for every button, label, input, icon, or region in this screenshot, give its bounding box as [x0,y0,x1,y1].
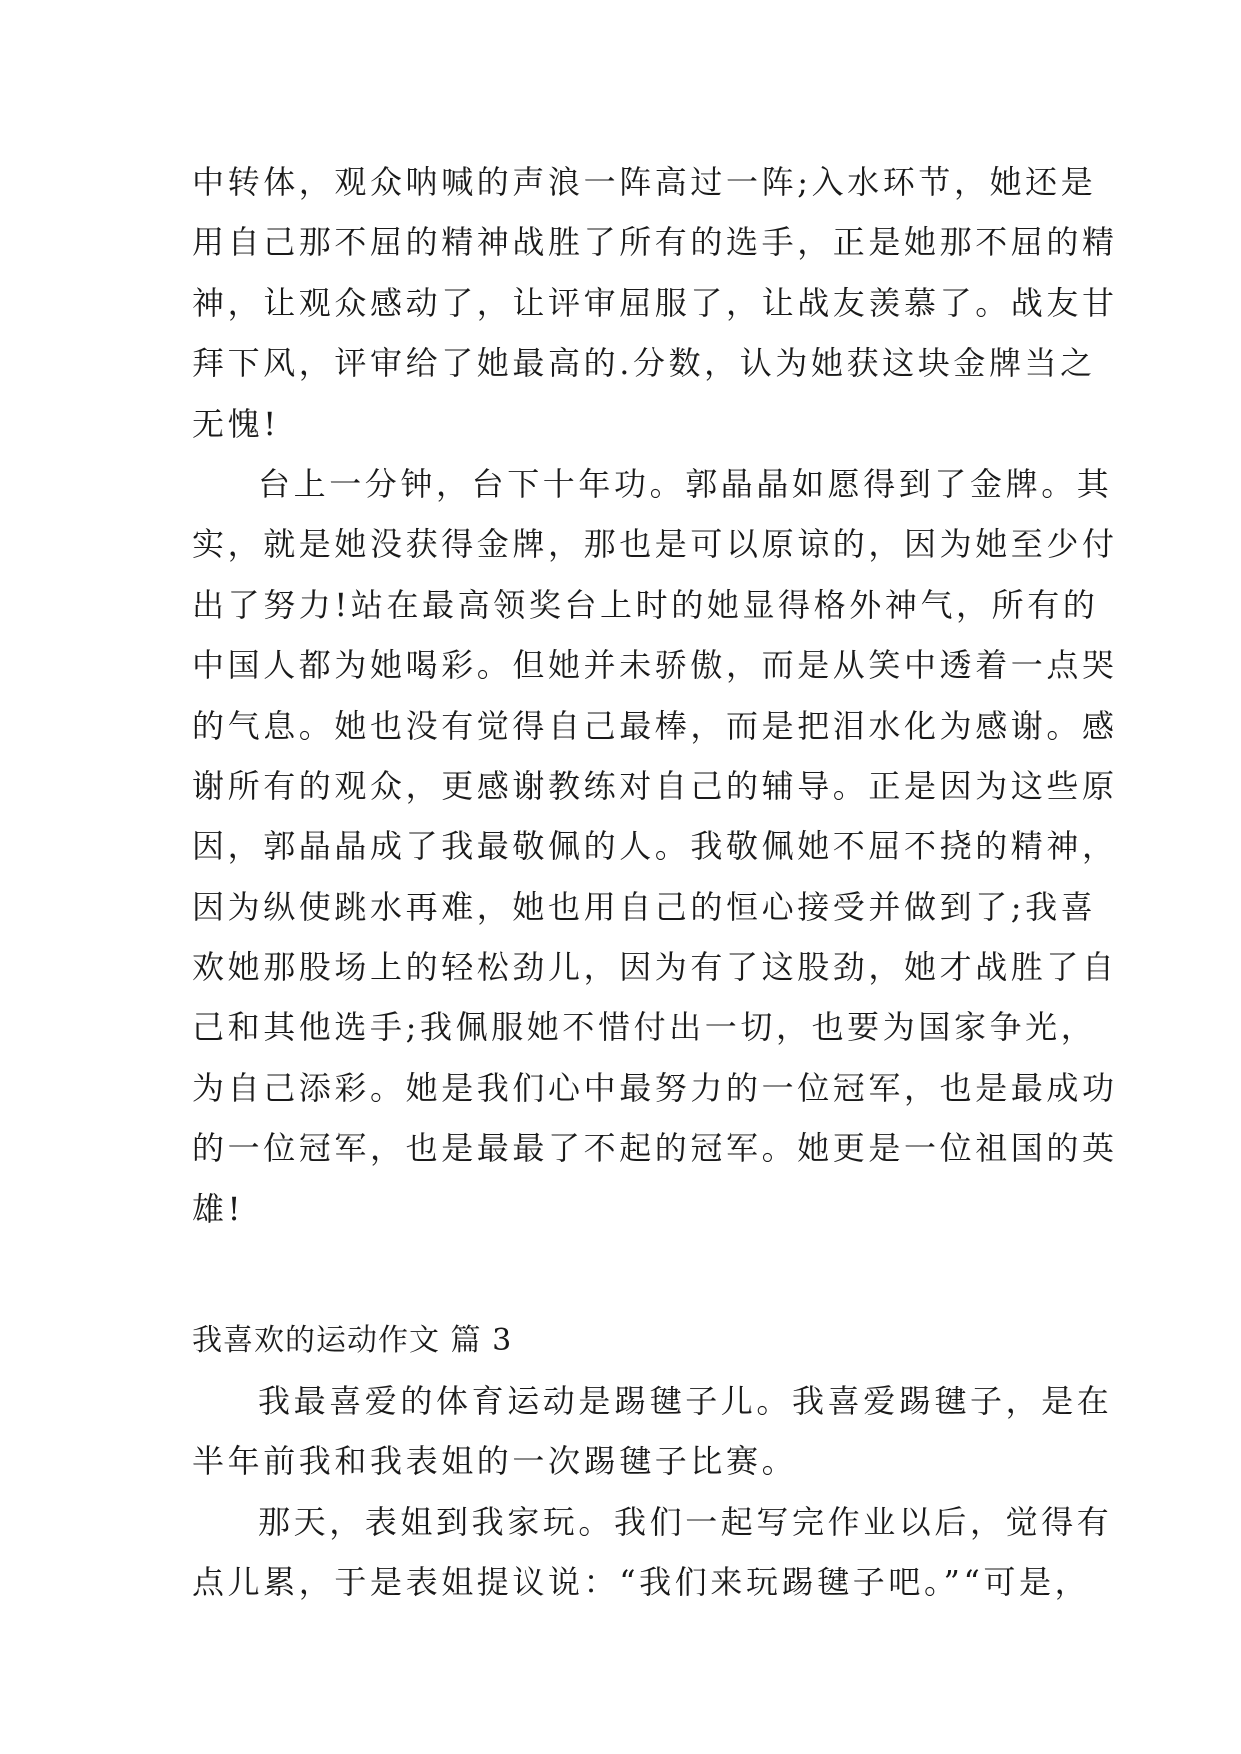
text-line: 谢所有的观众，更感谢教练对自己的辅导。正是因为这些原 [192,766,1118,805]
text-line: 为自己添彩。她是我们心中最努力的一位冠军，也是最成功 [192,1068,1118,1107]
paragraph [192,1371,1113,1492]
text-line: 那天，表姐到我家玩。我们一起写完作业以后，觉得有 [258,1502,1113,1541]
text-line: 中国人都为她喝彩。但她并未骄傲，而是从笑中透着一点哭 [192,646,1118,685]
section-gap [192,1239,1058,1311]
paragraph [192,1492,1113,1613]
text-line: 用自己那不屈的精神战胜了所有的选手，正是她那不屈的精 [192,223,1118,262]
text-line: 半年前我和我表姐的一次踢毽子比赛。 [192,1442,798,1481]
text-line: 因，郭晶晶成了我最敬佩的人。我敬佩她不屈不挠的精神， [192,827,1118,866]
text-line: 台上一分钟，台下十年功。郭晶晶如愿得到了金牌。其 [258,464,1113,503]
document-page [192,152,1118,1613]
paragraph-continuation [192,152,1118,454]
text-line: 神，让观众感动了，让评审屈服了，让战友羡慕了。战友甘 [192,283,1118,322]
text-line: 雄! [192,1189,245,1228]
text-line: 的气息。她也没有觉得自己最棒，而是把泪水化为感谢。感 [192,706,1118,745]
text-line: 己和其他选手;我佩服她不惜付出一切，也要为国家争光， [192,1008,1097,1047]
text-line: 因为纵使跳水再难，她也用自己的恒心接受并做到了;我喜 [192,887,1097,926]
text-line: 实，就是她没获得金牌，那也是可以原谅的，因为她至少付 [192,525,1118,564]
text-line: 拜下风，评审给了她最高的.分数，认为她获这块金牌当之 [192,344,1096,383]
section-heading: 我喜欢的运动作文 篇 3 [192,1323,513,1359]
text-line: 出了努力!站在最高领奖台上时的她显得格外神气，所有的 [192,585,1099,624]
text-line: 点儿累，于是表姐提议说：“我们来玩踢毽子吧。”“可是， [192,1563,1091,1602]
text-line: 无愧! [192,404,280,443]
text-line: 的一位冠军，也是最最了不起的冠军。她更是一位祖国的英 [192,1129,1118,1168]
text-line: 欢她那股场上的轻松劲儿，因为有了这股劲，她才战胜了自 [192,948,1118,987]
text-line: 中转体，观众呐喊的声浪一阵高过一阵;入水环节，她还是 [192,163,1097,201]
paragraph [192,454,1118,1239]
text-line: 我最喜爱的体育运动是踢毽子儿。我喜爱踢毽子，是在 [258,1382,1113,1421]
